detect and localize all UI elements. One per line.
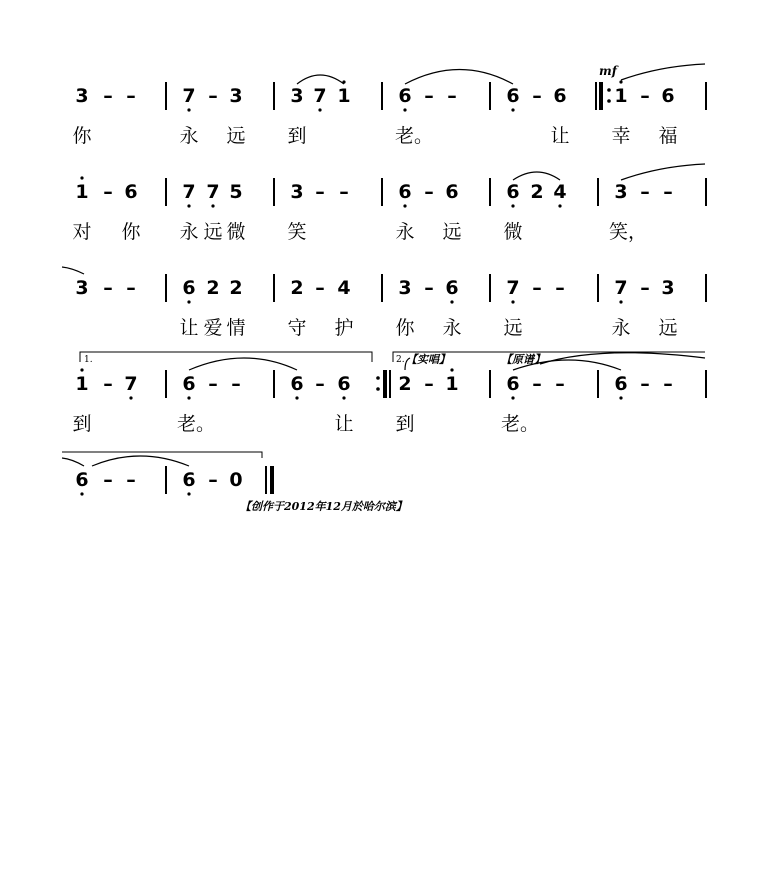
note: 1 bbox=[337, 85, 351, 107]
slur bbox=[297, 75, 344, 84]
note: 6 bbox=[553, 85, 567, 107]
note: – bbox=[126, 277, 136, 299]
footer-note: 【创作于2012年12月於哈尔滨】 bbox=[240, 500, 407, 513]
note: – bbox=[640, 181, 650, 203]
lyric: 笑， bbox=[608, 221, 647, 243]
note: 3 bbox=[290, 181, 304, 203]
low-octave-dot bbox=[619, 300, 622, 303]
note: – bbox=[126, 469, 136, 491]
ending-annotation-original: 【原谱】 bbox=[501, 353, 545, 366]
slur bbox=[189, 358, 297, 370]
slur-tie-out bbox=[540, 353, 705, 364]
slurs bbox=[62, 64, 705, 466]
note: 2 bbox=[530, 181, 544, 203]
note: – bbox=[208, 85, 218, 107]
slur-tie-in bbox=[62, 267, 84, 274]
note: – bbox=[231, 373, 241, 395]
lyric: 远 bbox=[442, 221, 462, 243]
note: 7 bbox=[206, 181, 220, 203]
slur bbox=[405, 358, 410, 370]
lyric: 对 bbox=[72, 221, 92, 243]
note: – bbox=[640, 85, 650, 107]
note: 6 bbox=[124, 181, 138, 203]
low-octave-dot bbox=[295, 396, 298, 399]
ending-label-1: 1. bbox=[84, 355, 93, 365]
lyric: 远 bbox=[503, 317, 523, 339]
note: 7 bbox=[614, 277, 628, 299]
note: 6 bbox=[182, 373, 196, 395]
note: – bbox=[339, 181, 349, 203]
high-octave-dot bbox=[80, 368, 83, 371]
lyric: 你 bbox=[72, 125, 92, 147]
slur bbox=[405, 70, 513, 85]
lyric: 老。 bbox=[394, 125, 433, 147]
low-octave-dot bbox=[342, 396, 345, 399]
lyric: 永 bbox=[395, 221, 415, 243]
note: – bbox=[532, 85, 542, 107]
note: – bbox=[555, 277, 565, 299]
note: 6 bbox=[398, 181, 412, 203]
note: – bbox=[532, 373, 542, 395]
note: 2 bbox=[206, 277, 220, 299]
lyric: 情 bbox=[226, 317, 246, 339]
repeat-dot bbox=[376, 376, 380, 380]
low-octave-dot bbox=[187, 492, 190, 495]
note: – bbox=[208, 469, 218, 491]
note: 3 bbox=[290, 85, 304, 107]
low-octave-dot bbox=[511, 204, 514, 207]
continuation-bracket bbox=[62, 452, 262, 458]
low-octave-dot bbox=[558, 204, 561, 207]
low-octave-dot bbox=[511, 300, 514, 303]
lyric: 护 bbox=[334, 317, 354, 339]
note: 3 bbox=[614, 181, 628, 203]
note: 0 bbox=[229, 469, 243, 491]
slur-tie-in bbox=[62, 458, 84, 466]
note: – bbox=[103, 277, 113, 299]
high-octave-dot bbox=[80, 176, 83, 179]
high-octave-dot bbox=[619, 80, 622, 83]
note: – bbox=[103, 373, 113, 395]
note: – bbox=[447, 85, 457, 107]
low-octave-dot bbox=[129, 396, 132, 399]
lyric: 让 bbox=[179, 317, 199, 339]
low-octave-dot bbox=[511, 396, 514, 399]
ending-brackets bbox=[62, 352, 705, 458]
slur bbox=[513, 172, 560, 180]
repeat-dot bbox=[376, 387, 380, 391]
note: 6 bbox=[445, 277, 459, 299]
note: 6 bbox=[182, 469, 196, 491]
note: – bbox=[555, 373, 565, 395]
note: 2 bbox=[290, 277, 304, 299]
ending-annotation-sung: 【实唱】 bbox=[406, 353, 450, 366]
note: – bbox=[315, 277, 325, 299]
note: 1 bbox=[75, 181, 89, 203]
lyric: 永 bbox=[179, 221, 199, 243]
lyric: 爱 bbox=[203, 317, 223, 339]
low-octave-dot bbox=[187, 396, 190, 399]
note: 6 bbox=[661, 85, 675, 107]
low-octave-dot bbox=[511, 108, 514, 111]
low-octave-dot bbox=[318, 108, 321, 111]
note: – bbox=[424, 277, 434, 299]
lyric: 永 bbox=[179, 125, 199, 147]
lyric: 幸 bbox=[611, 125, 631, 147]
note: 6 bbox=[75, 469, 89, 491]
lyric: 远 bbox=[203, 221, 223, 243]
note: 7 bbox=[124, 373, 138, 395]
low-octave-dot bbox=[187, 204, 190, 207]
note: – bbox=[424, 373, 434, 395]
lyric: 笑 bbox=[287, 221, 307, 243]
lyric: 到 bbox=[395, 413, 415, 435]
low-octave-dot bbox=[403, 204, 406, 207]
lyric: 老。 bbox=[500, 413, 539, 435]
dynamic-marking: mf bbox=[599, 64, 617, 78]
lyric: 到 bbox=[287, 125, 307, 147]
repeat-dot bbox=[607, 88, 611, 92]
note: 3 bbox=[229, 85, 243, 107]
note: – bbox=[315, 373, 325, 395]
slur bbox=[92, 456, 189, 466]
note: – bbox=[315, 181, 325, 203]
note: 7 bbox=[182, 85, 196, 107]
octave-dots bbox=[80, 80, 622, 495]
note: 6 bbox=[614, 373, 628, 395]
high-octave-dot bbox=[450, 368, 453, 371]
note: 6 bbox=[182, 277, 196, 299]
note: 6 bbox=[445, 181, 459, 203]
lyric: 老。 bbox=[176, 413, 215, 435]
lyric: 永 bbox=[442, 317, 462, 339]
lyric: 让 bbox=[334, 413, 354, 435]
lyric: 到 bbox=[72, 413, 92, 435]
lyric: 守 bbox=[287, 317, 307, 339]
note: 3 bbox=[75, 277, 89, 299]
note: 1 bbox=[75, 373, 89, 395]
note: 2 bbox=[398, 373, 412, 395]
note: 2 bbox=[229, 277, 243, 299]
note: – bbox=[424, 85, 434, 107]
note: – bbox=[126, 85, 136, 107]
note: 6 bbox=[398, 85, 412, 107]
lyric: 让 bbox=[550, 125, 570, 147]
note: – bbox=[640, 373, 650, 395]
note: 6 bbox=[506, 373, 520, 395]
first-ending-bracket bbox=[80, 352, 372, 362]
lyric: 你 bbox=[395, 317, 415, 339]
note: 3 bbox=[398, 277, 412, 299]
note: 6 bbox=[290, 373, 304, 395]
note: 6 bbox=[337, 373, 351, 395]
low-octave-dot bbox=[450, 300, 453, 303]
note: 6 bbox=[506, 181, 520, 203]
low-octave-dot bbox=[211, 204, 214, 207]
lyric: 福 bbox=[658, 125, 678, 147]
slur-tie-out bbox=[621, 164, 705, 180]
note: 7 bbox=[506, 277, 520, 299]
low-octave-dot bbox=[80, 492, 83, 495]
lyric: 远 bbox=[226, 125, 246, 147]
lyric: 你 bbox=[121, 221, 141, 243]
note: – bbox=[532, 277, 542, 299]
low-octave-dot bbox=[619, 396, 622, 399]
note: 7 bbox=[313, 85, 327, 107]
note: 4 bbox=[337, 277, 351, 299]
lyric: 微 bbox=[226, 221, 246, 243]
note: 7 bbox=[182, 181, 196, 203]
lyric: 远 bbox=[658, 317, 678, 339]
low-octave-dot bbox=[403, 108, 406, 111]
note: – bbox=[208, 373, 218, 395]
note: – bbox=[103, 85, 113, 107]
note: 3 bbox=[75, 85, 89, 107]
slur bbox=[513, 360, 621, 370]
note: 4 bbox=[553, 181, 567, 203]
note: 1 bbox=[614, 85, 628, 107]
note: – bbox=[103, 181, 113, 203]
note: – bbox=[640, 277, 650, 299]
ending-label-2: 2. bbox=[396, 355, 405, 365]
lyric: 永 bbox=[611, 317, 631, 339]
note: 3 bbox=[661, 277, 675, 299]
repeat-dot bbox=[607, 99, 611, 103]
note: – bbox=[103, 469, 113, 491]
slur-tie-out bbox=[621, 64, 705, 80]
low-octave-dot bbox=[187, 108, 190, 111]
note: 5 bbox=[229, 181, 243, 203]
note: – bbox=[663, 373, 673, 395]
low-octave-dot bbox=[187, 300, 190, 303]
note: – bbox=[424, 181, 434, 203]
note: – bbox=[663, 181, 673, 203]
note: 6 bbox=[506, 85, 520, 107]
note: 1 bbox=[445, 373, 459, 395]
lyric: 微 bbox=[503, 221, 523, 243]
